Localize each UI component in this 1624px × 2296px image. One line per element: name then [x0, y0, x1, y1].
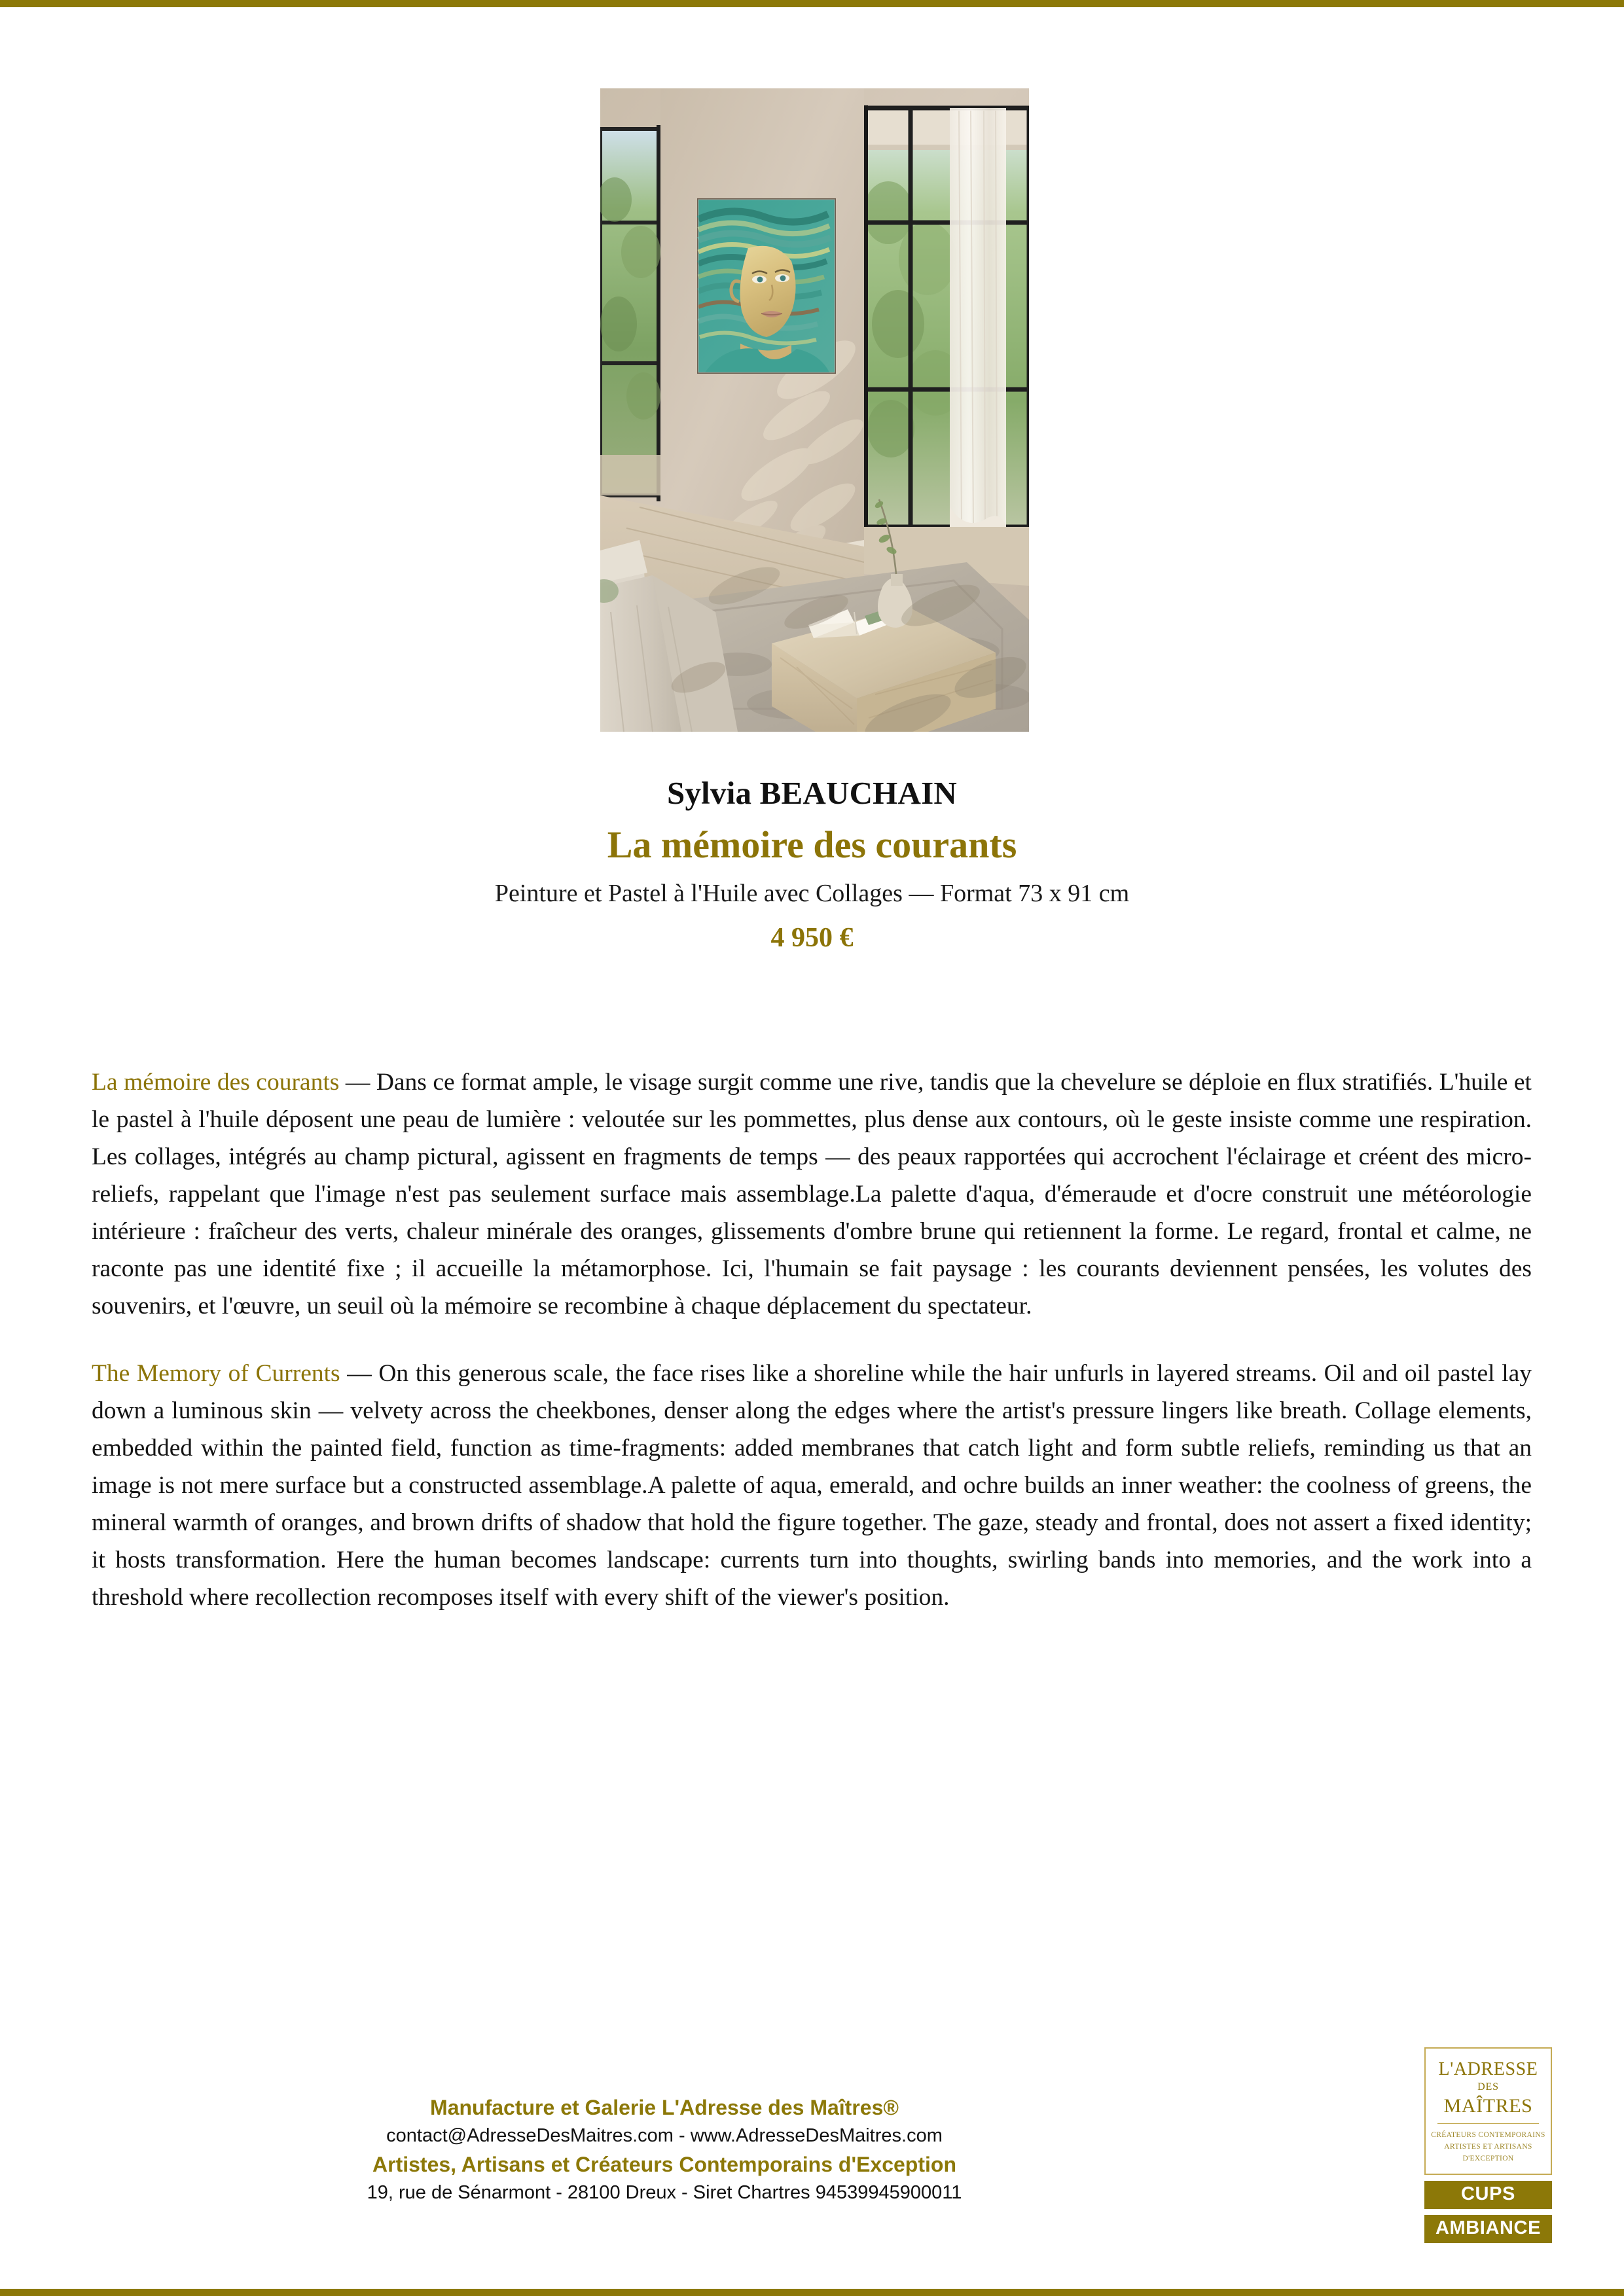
artwork-price: 4 950 €	[770, 923, 854, 954]
badge-cups: CUPS	[1424, 2181, 1552, 2209]
badge-ambiance: AMBIANCE	[1424, 2215, 1552, 2243]
artwork-description-block	[92, 1064, 1532, 1646]
artwork-room-photo	[600, 88, 1029, 732]
footer-tagline: Artistes, Artisans et Créateurs Contemporains d'Exception	[372, 2152, 956, 2176]
logo-line-adresse: L'ADRESSE	[1438, 2059, 1538, 2079]
logo-line-des: DES	[1477, 2081, 1499, 2093]
artwork-medium-and-format: Peinture et Pastel à l'Huile avec Collages — Format 73 x 91 cm	[494, 879, 1130, 907]
logo-line-maitres: MAÎTRES	[1443, 2095, 1533, 2117]
painting-canvas	[697, 198, 836, 374]
description-lead-en: The Memory of Currents	[92, 1360, 340, 1387]
top-gold-rule	[0, 0, 1624, 7]
logo-framed-box	[1424, 2047, 1552, 2175]
artist-name: Sylvia BEAUCHAIN	[667, 775, 957, 811]
artwork-heading-block	[0, 776, 1624, 955]
description-body-fr: — Dans ce format ample, le visage surgit comme une rive, tandis que la chevelure se déploie en flux stratifiés. L'huile et le pastel à l'huile déposent une peau de lumière : veloutée sur les pommettes, plus dense aux contours, où le geste insiste comme une respiration. Les collages, intégrés au champ pictural, agissent en fragments de temps — des peaux rapportées qui accrochent l'éclairage et créent des micro-reliefs, rappelant que l'image n'est pas seulement surface mais assemblage.La palette d'aqua, d'émeraude et d'ocre construit une météorologie intérieure : fraîcheur des verts, chaleur minérale des oranges, glissements d'ombre brune qui retiennent la forme. Le regard, frontal et calme, ne raconte pas une identité fixe ; il accueille la métamorphose. Ici, l'humain se fait paysage : les courants deviennent pensées, les volutes des souvenirs, et l'œuvre, un seuil où la mémoire se recombine à chaque déplacement du spectateur.	[92, 1069, 1532, 1319]
brand-logo-lockup	[1424, 2047, 1552, 2243]
logo-subline-exception: D'EXCEPTION	[1462, 2154, 1514, 2162]
bottom-gold-rule	[0, 2289, 1624, 2296]
logo-subline-artistes: ARTISTES ET ARTISANS	[1444, 2142, 1532, 2151]
description-paragraph-fr	[92, 1064, 1532, 1325]
logo-subline-createurs: CRÉATEURS CONTEMPORAINS	[1431, 2130, 1545, 2139]
description-body-en: — On this generous scale, the face rises like a shoreline while the hair unfurls in layered streams. Oil and oil pastel lay down a luminous skin — velvety across the cheekbones, denser along the edges where the artist's pressure lingers like breath. Collage elements, embedded within the painted field, function as time-fragments: added membranes that catch light and form subtle reliefs, reminding us that an image is not mere surface but a constructed assemblage.A palette of aqua, emerald, and ochre builds an inner weather: the coolness of greens, the mineral warmth of oranges, and brown drifts of shadow that hold the figure together. The gaze, steady and frontal, does not assert a fixed identity; it hosts transformation. Here the human becomes landscape: currents turn into thoughts, swirling bands into memories, and the work into a threshold where recollection recomposes itself with every shift of the viewer's position.	[92, 1360, 1532, 1611]
artwork-title: La mémoire des courants	[607, 823, 1017, 866]
footer-address-line: 19, rue de Sénarmont - 28100 Dreux - Siret Chartres 94539945900011	[367, 2182, 962, 2204]
room-scene-illustration	[600, 88, 1029, 732]
logo-divider	[1437, 2123, 1539, 2124]
page-footer	[0, 2093, 1329, 2206]
footer-company-name: Manufacture et Galerie L'Adresse des Maîtres®	[430, 2096, 899, 2119]
description-lead-fr: La mémoire des courants	[92, 1069, 340, 1096]
description-paragraph-en	[92, 1355, 1532, 1616]
footer-contact-line[interactable]: contact@AdresseDesMaitres.com - www.AdresseDesMaitres.com	[386, 2125, 943, 2147]
